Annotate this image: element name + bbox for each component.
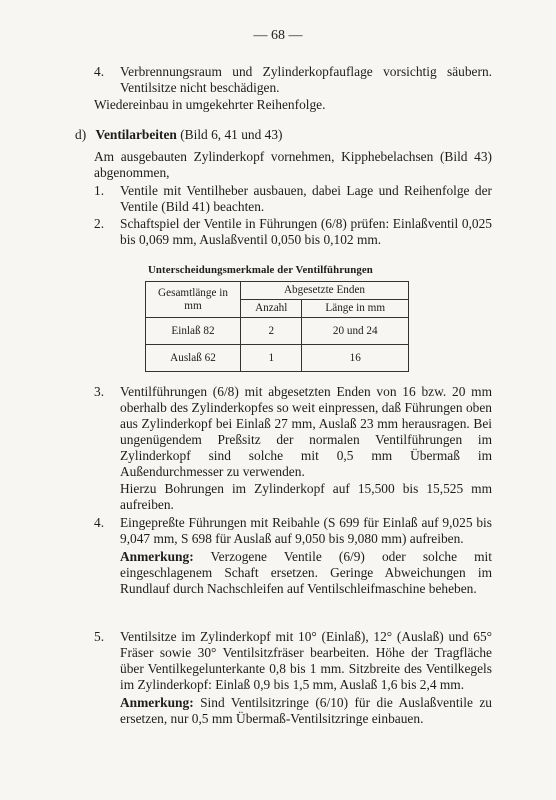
section-title: Ventilarbeiten bbox=[95, 127, 177, 142]
step-note bbox=[120, 695, 492, 727]
note-label: Anmerkung: bbox=[120, 695, 194, 710]
section-figure-ref: (Bild 6, 41 und 43) bbox=[176, 127, 283, 142]
cell-total: Einlaß 82 bbox=[146, 318, 241, 345]
step-note bbox=[120, 549, 492, 597]
column-group-header: Abgesetzte Enden bbox=[241, 282, 409, 300]
cell-total: Auslaß 62 bbox=[146, 345, 241, 372]
step-machine-valve-seats bbox=[94, 629, 492, 727]
cell-count: 2 bbox=[241, 318, 302, 345]
table-row bbox=[146, 345, 409, 372]
step-clean-combustion-chamber bbox=[94, 64, 492, 96]
step-number: 4. bbox=[94, 515, 105, 530]
step-check-stem-clearance bbox=[94, 216, 492, 248]
step-text: Ventile mit Ventilheber ausbauen, dabei Lage und Reihenfolge der Ventile (Bild 41) beachten. bbox=[120, 183, 492, 214]
note-text: Sind Ventilsitzringe (6/10) für die Auslaßventile zu ersetzen, nur 0,5 mm Übermaß-Ventilsitzringe einbauen. bbox=[120, 695, 492, 726]
section-heading bbox=[75, 127, 495, 143]
step-text: Ventilsitze im Zylinderkopf mit 10° (Einlaß), 12° (Auslaß) und 65° Fräser sowie 30° Ventilsitzfräser bearbeiten. Höhe der Tragfläche über Ventilkegelunterkante 0,8 bis 1 mm. Sitzbreite des Ventilkegels im Zylinderkopf: Einlaß 0,9 bis 1,5 mm, Auslaß 1,6 bis 2,4 mm. bbox=[120, 629, 492, 692]
column-header-count: Anzahl bbox=[241, 300, 302, 318]
step-number: 2. bbox=[94, 216, 105, 231]
step-text: Ventilführungen (6/8) mit abgesetzten Enden von 16 bzw. 20 mm oberhalb des Zylinderkopfes so weit einpressen, daß Führungen oben aus Zylinderkopf bei Einlaß 27 mm, Auslaß 23 mm herausragen. Bei ungenügendem Preßsitz der normalen Ventilführungen im Zylinderkopf sind solche mit 0,5 mm Übermaß im Außendurchmesser zu verwenden. bbox=[120, 384, 492, 479]
section-label: d) bbox=[75, 127, 87, 142]
column-header-length: Länge in mm bbox=[302, 300, 409, 318]
table-row bbox=[146, 318, 409, 345]
step-text: Verbrennungsraum und Zylinderkopfauflage vorsichtig säubern. Ventilsitze nicht beschädigen. bbox=[120, 64, 492, 95]
step-number: 5. bbox=[94, 629, 105, 644]
step-number: 4. bbox=[94, 64, 105, 79]
step-extra-text: Hierzu Bohrungen im Zylinderkopf auf 15,500 bis 15,525 mm aufreiben. bbox=[120, 481, 492, 512]
section-intro: Am ausgebauten Zylinderkopf vornehmen, Kipphebelachsen (Bild 43) abgenommen, bbox=[94, 149, 492, 180]
page-number: — 68 — bbox=[253, 28, 303, 43]
column-header-total-length: Gesamtlänge in mm bbox=[146, 282, 241, 318]
table-caption: Unterscheidungsmerkmale der Ventilführungen bbox=[148, 264, 373, 276]
step-remove-valves bbox=[94, 183, 492, 215]
cell-length: 16 bbox=[302, 345, 409, 372]
cell-count: 1 bbox=[241, 345, 302, 372]
step-ream-guides bbox=[94, 515, 492, 597]
step-text: Eingepreßte Führungen mit Reibahle (S 699 für Einlaß auf 9,025 bis 9,047 mm, S 698 für Auslaß auf 9,050 bis 9,080 mm) aufreiben. bbox=[120, 515, 492, 546]
step-text: Schaftspiel der Ventile in Führungen (6/8) prüfen: Einlaßventil 0,025 bis 0,069 mm, Auslaßventil 0,050 bis 0,102 mm. bbox=[120, 216, 492, 247]
reassembly-note: Wiedereinbau in umgekehrter Reihenfolge. bbox=[94, 97, 326, 112]
step-press-in-guides bbox=[94, 384, 492, 513]
valve-guide-table bbox=[145, 281, 409, 372]
note-text: Verzogene Ventile (6/9) oder solche mit eingeschlagenem Schaft ersetzen. Geringe Abweichungen im Rundlauf durch Nachschleifen auf Ventilschleifmaschine beheben. bbox=[120, 549, 492, 596]
cell-length: 20 und 24 bbox=[302, 318, 409, 345]
note-label: Anmerkung: bbox=[120, 549, 194, 564]
step-number: 1. bbox=[94, 183, 105, 198]
step-number: 3. bbox=[94, 384, 105, 399]
